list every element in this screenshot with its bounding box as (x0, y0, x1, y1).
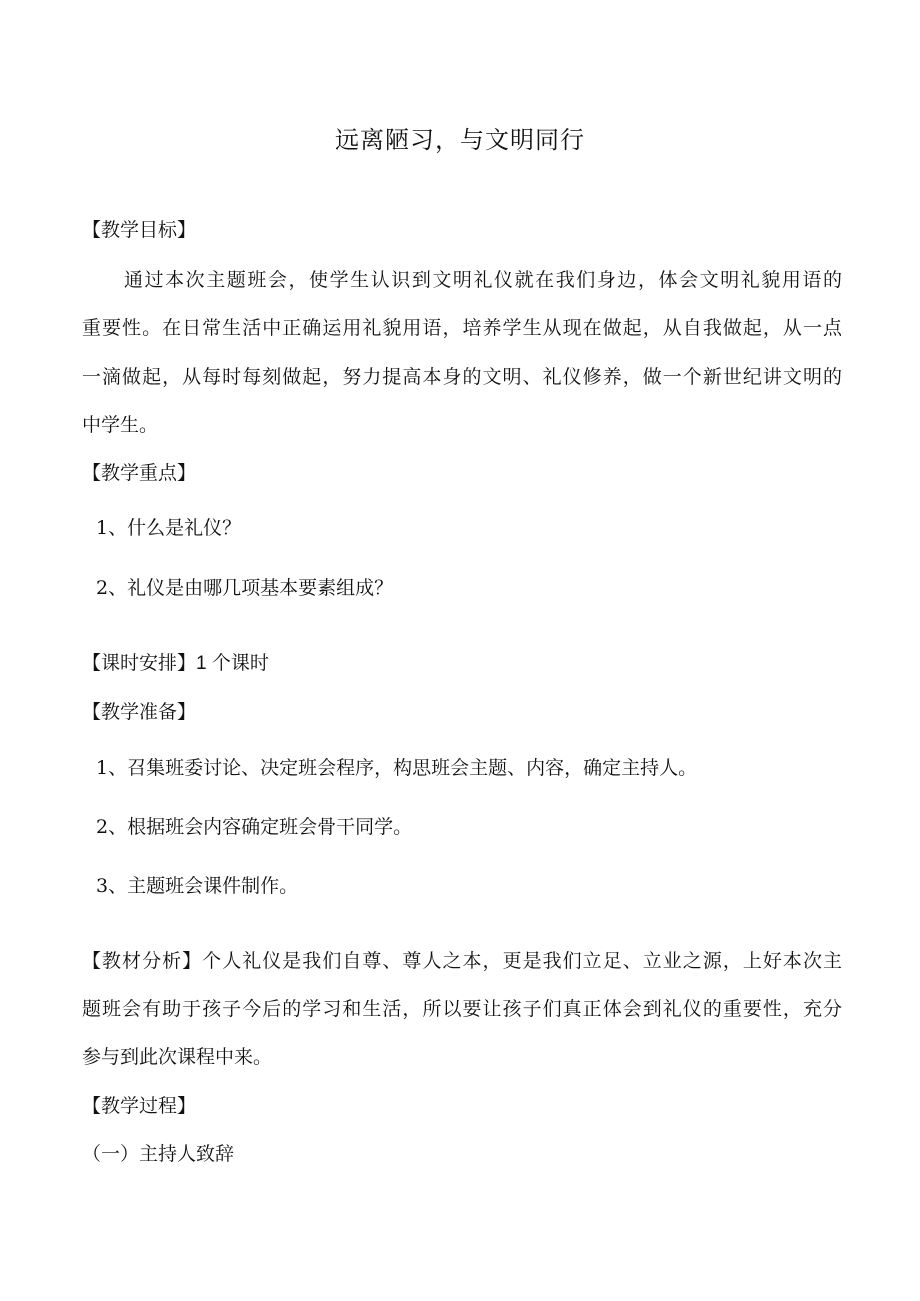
analysis-line-1 (82, 948, 842, 974)
analysis-heading: 【教材分析】 (82, 950, 203, 972)
analysis-line-3: 参与到此次课程中来。 (82, 1046, 273, 1068)
preparation-item-2: 2、根据班会内容确定班会骨干同学。 (96, 816, 413, 838)
analysis-line-2: 题班会有助于孩子今后的学习和生活，所以要让孩子们真正体会到礼仪的重要性，充分 (82, 998, 842, 1020)
schedule-value: 1 个课时 (196, 653, 269, 674)
schedule-heading: 【课时安排】 (82, 652, 197, 674)
schedule-row (82, 650, 842, 677)
process-heading: 【教学过程】 (82, 1095, 197, 1117)
preparation-item-1: 1、召集班委讨论、决定班会程序，构思班会主题、内容，确定主持人。 (96, 757, 698, 779)
analysis-text-1: 个人礼仪是我们自尊、尊人之本，更是我们立足、立业之源，上好本次主 (202, 950, 842, 972)
objectives-line-4: 中学生。 (82, 414, 159, 436)
key-points-heading: 【教学重点】 (82, 462, 197, 484)
objectives-line-3: 一滴做起，从每时每刻做起，努力提高本身的文明、礼仪修养，做一个新世纪讲文明的 (82, 366, 842, 388)
preparation-heading: 【教学准备】 (82, 701, 197, 723)
preparation-item-3: 3、主题班会课件制作。 (96, 875, 299, 897)
objectives-line-2: 重要性。在日常生活中正确运用礼貌用语，培养学生从现在做起，从自我做起，从一点 (82, 317, 842, 339)
key-point-item-2: 2、礼仪是由哪几项基本要素组成？ (96, 577, 394, 599)
objectives-line-1: 通过本次主题班会，使学生认识到文明礼仪就在我们身边，体会文明礼貌用语的 (124, 269, 842, 291)
objectives-heading: 【教学目标】 (82, 219, 197, 241)
document-title: 远离陋习，与文明同行 (335, 126, 585, 154)
key-point-item-1: 1、什么是礼仪？ (96, 517, 242, 539)
process-sub-heading: （一）主持人致辞 (82, 1143, 235, 1165)
